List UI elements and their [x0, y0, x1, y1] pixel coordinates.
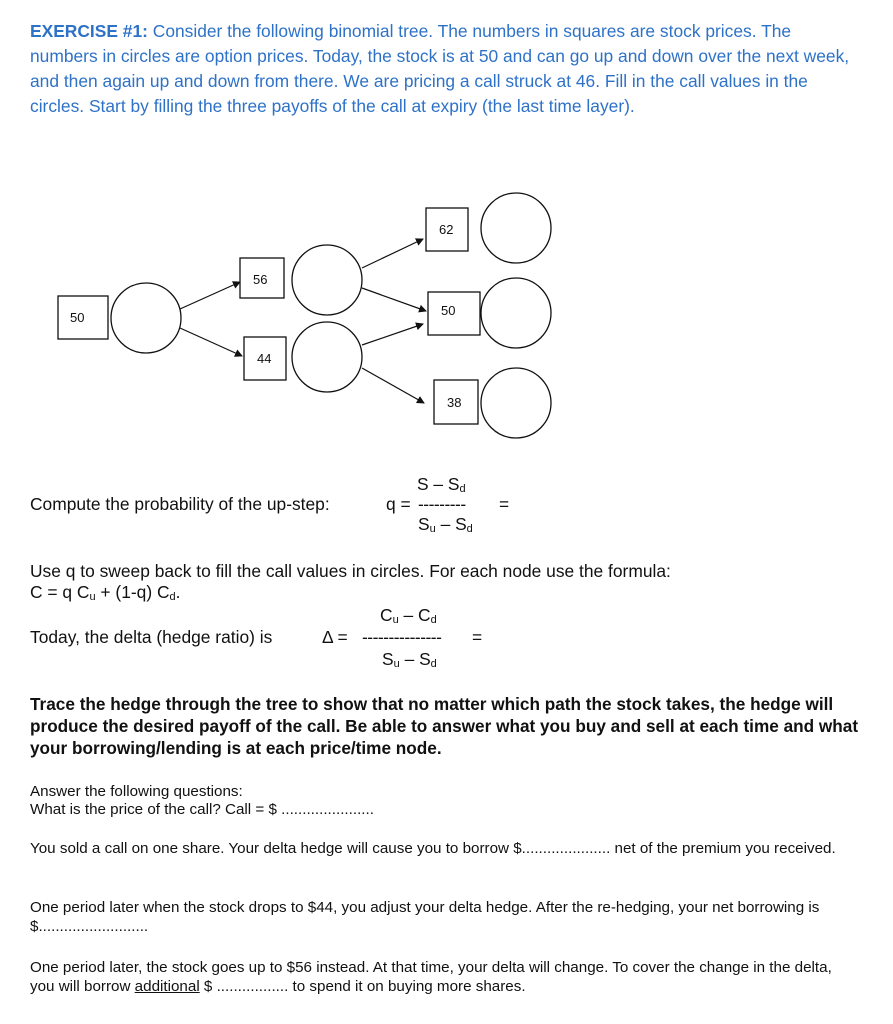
option-circle-down: [292, 322, 362, 392]
exercise-text: Consider the following binomial tree. The numbers in squares are stock prices. The numbers in circles are option prices. Today, the stock is at 50 and can go up and down over the next week, and then again up and down from there. We are pricing a call struck at 46. Fill in the call values in the circles. Start by filling the three payoffs of the call at expiry (the last time layer).: [30, 21, 850, 116]
q-denominator: Su – Sd: [418, 514, 473, 535]
q-equals: =: [499, 494, 510, 514]
q-numerator: S – Sd: [417, 474, 466, 495]
questions-intro: Answer the following questions:: [30, 783, 243, 800]
stock-price-dd: 38: [447, 395, 462, 410]
question-borrow-after-drop: One period later when the stock drops to $44, you adjust your delta hedge. After the re-hedging, your net borrowing is $..........................: [30, 899, 820, 935]
stock-price-up: 56: [253, 272, 268, 287]
trace-instruction: Trace the hedge through the tree to show that no matter which path the stock takes, the hedge will produce the desired payoff of the call. Be able to answer what you buy and sell at each time and what your borrowing/lending is at each price/time node.: [30, 694, 859, 758]
edge-up-ud: [362, 288, 426, 311]
delta-denominator: Su – Sd: [382, 649, 437, 670]
edge-root-up: [180, 282, 240, 309]
delta-fraction-bar: ---------------: [362, 627, 442, 647]
stock-price-uu: 62: [439, 222, 454, 237]
stock-price-down: 44: [257, 351, 272, 366]
option-circle-root: [111, 283, 181, 353]
q-variable: q =: [386, 494, 411, 514]
delta-numerator: Cu – Cd: [380, 605, 437, 626]
exercise-label: EXERCISE #1:: [30, 21, 148, 41]
delta-variable: Δ =: [322, 627, 348, 647]
option-circle-ud: [481, 278, 551, 348]
option-circle-dd: [481, 368, 551, 438]
binomial-tree: [0, 0, 893, 460]
question-borrow-additional: One period later, the stock goes up to $56 instead. At that time, your delta will change. To cover the change in the delta, you will borrow additional $ ................. to spend it on buying more shares.: [30, 959, 832, 995]
probability-prompt: Compute the probability of the up-step:: [30, 494, 330, 514]
edge-down-ud: [362, 324, 423, 345]
edge-root-down: [180, 328, 242, 356]
call-formula: C = q Cu + (1-q) Cd.: [30, 582, 181, 603]
q-fraction-bar: ---------: [418, 494, 466, 514]
question-call-price: What is the price of the call? Call = $ ......................: [30, 801, 374, 818]
stock-price-ud: 50: [441, 303, 456, 318]
option-circle-up: [292, 245, 362, 315]
edge-down-dd: [362, 368, 424, 403]
option-circle-uu: [481, 193, 551, 263]
delta-prompt: Today, the delta (hedge ratio) is: [30, 627, 273, 647]
sweep-instruction: Use q to sweep back to fill the call values in circles. For each node use the formula:: [30, 561, 671, 581]
question-borrow-initial: You sold a call on one share. Your delta hedge will cause you to borrow $..................... net of the premium you received.: [30, 840, 836, 857]
stock-price-root: 50: [70, 310, 85, 325]
edge-up-uu: [362, 239, 423, 268]
delta-equals: =: [472, 627, 483, 647]
